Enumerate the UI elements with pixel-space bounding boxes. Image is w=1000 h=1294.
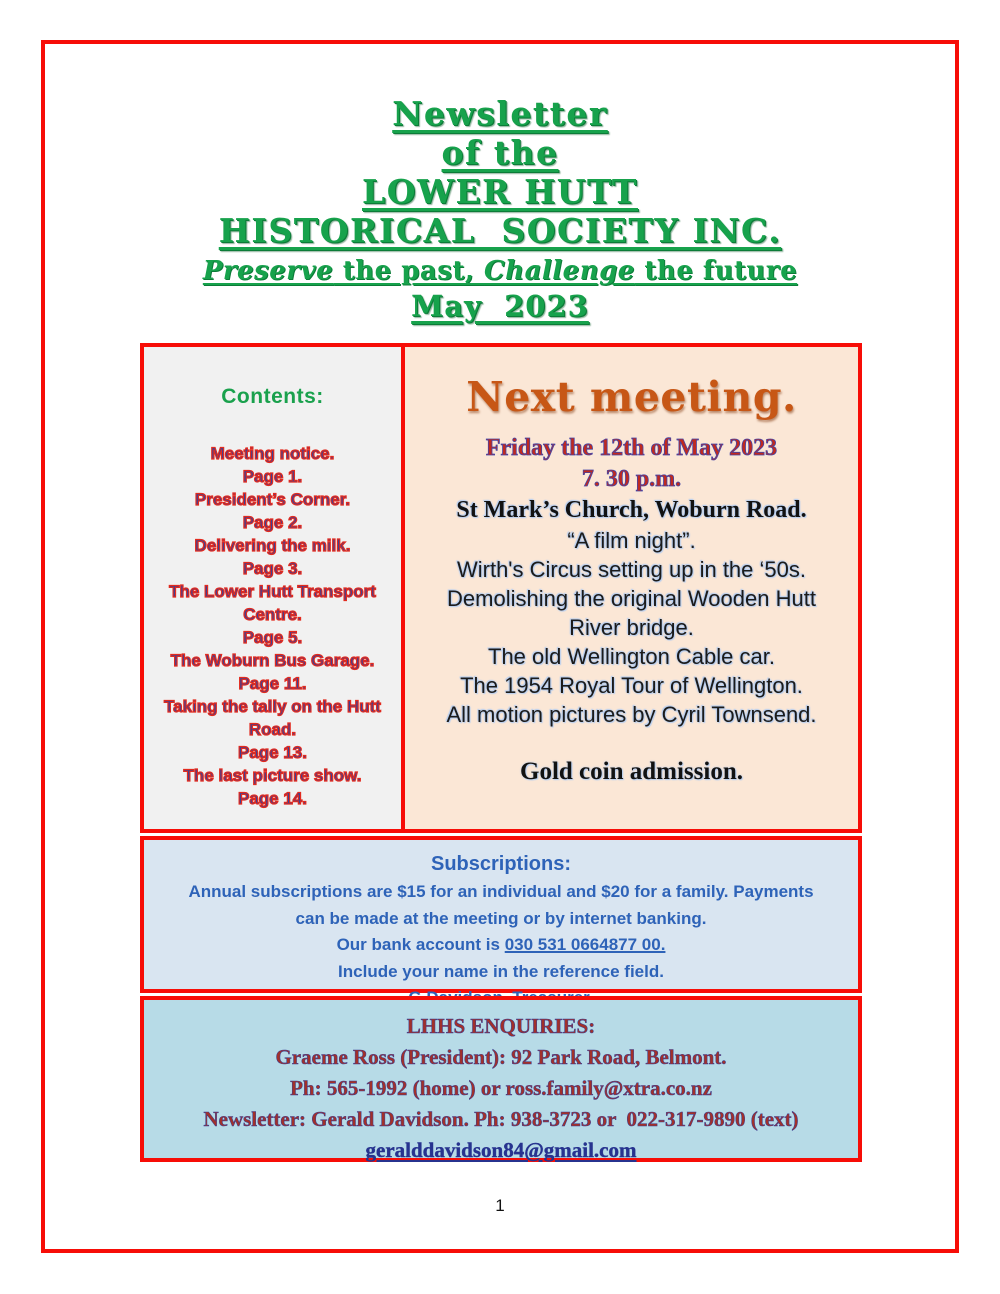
newsletter-header	[0, 94, 1000, 323]
contents-item: Taking the tally on the Hutt Road.	[164, 697, 381, 739]
meeting-venue: St Mark’s Church, Woburn Road.	[456, 497, 807, 523]
film-item: The old Wellington Cable car.	[488, 644, 775, 669]
motto-line	[0, 255, 1000, 287]
contents-item: Meeting notice.	[210, 444, 335, 463]
bank-account-line	[144, 932, 858, 959]
subscriptions-text: Annual subscriptions are $15 for an individual and $20 for a family. Payments can be made at the meeting or by internet banking.	[188, 882, 814, 928]
contents-item-page: Page 1.	[242, 467, 303, 486]
reference-note: Include your name in the reference field.	[338, 961, 664, 981]
email-link[interactable]: geralddavidson84@gmail.com	[365, 1138, 637, 1162]
meeting-title: Next meeting.	[466, 373, 797, 421]
film-item: Demolishing the original Wooden Hutt River bridge.	[447, 586, 816, 640]
subscriptions-title: Subscriptions:	[430, 853, 571, 875]
meeting-date: Friday the 12th of May 2023	[485, 435, 778, 461]
film-item: The 1954 Royal Tour of Wellington.	[460, 673, 803, 698]
president-contact: Graeme Ross (President): 92 Park Road, Belmont.	[275, 1045, 727, 1069]
contents-title: Contents:	[221, 385, 324, 408]
film-item: Wirth's Circus setting up in the ‘50s.	[456, 557, 806, 582]
contents-item: The Lower Hutt Transport Centre.	[169, 582, 376, 624]
film-item: All motion pictures by Cyril Townsend.	[446, 702, 817, 727]
enquiries-title: LHHS ENQUIRIES:	[406, 1014, 596, 1038]
film-night-line: “A film night”.	[567, 528, 696, 553]
header-line-society: HISTORICAL SOCIETY INC.	[218, 211, 782, 250]
contents-item: The last picture show.	[183, 766, 362, 785]
header-line-lower-hutt: LOWER HUTT	[362, 172, 638, 211]
motto-preserve: Preserve	[202, 256, 334, 286]
contents-item: President’s Corner.	[194, 490, 351, 509]
motto-the-past: the past,	[333, 256, 484, 286]
admission-note: Gold coin admission.	[520, 758, 743, 785]
contents-item-page: Page 11.	[238, 674, 307, 693]
page-number: 1	[495, 1196, 505, 1215]
contents-item-page: Page 14.	[238, 789, 307, 808]
next-meeting-panel	[405, 347, 858, 829]
meeting-time: 7. 30 p.m.	[581, 466, 682, 492]
contents-item-page: Page 13.	[238, 743, 307, 762]
contents-item-page: Page 2.	[242, 513, 303, 532]
bank-account-prefix: Our bank account is	[336, 935, 505, 954]
contents-item-page: Page 3.	[242, 559, 303, 578]
header-line-of-the: of the	[441, 133, 559, 172]
contents-item: The Woburn Bus Garage.	[170, 651, 375, 670]
phone-contact: Ph: 565-1992 (home) or ross.family@xtra.co.nz	[290, 1076, 712, 1100]
enquiries-panel	[140, 996, 862, 1162]
motto-challenge: Challenge	[483, 256, 635, 286]
contents-list	[144, 442, 401, 810]
contents-item-page: Page 5.	[242, 628, 303, 647]
header-line-newsletter: Newsletter	[392, 94, 608, 133]
contents-item: Delivering the milk.	[194, 536, 351, 555]
issue-date: May 2023	[411, 289, 589, 323]
bank-account-number: 030 531 0664877 00.	[504, 935, 666, 954]
newsletter-contact: Newsletter: Gerald Davidson. Ph: 938-3723 or 022-317-9890 (text)	[203, 1107, 799, 1131]
contents-panel	[144, 347, 405, 829]
main-panels-row	[140, 343, 862, 833]
motto-the-future: the future	[634, 256, 798, 286]
subscriptions-panel	[140, 836, 862, 993]
